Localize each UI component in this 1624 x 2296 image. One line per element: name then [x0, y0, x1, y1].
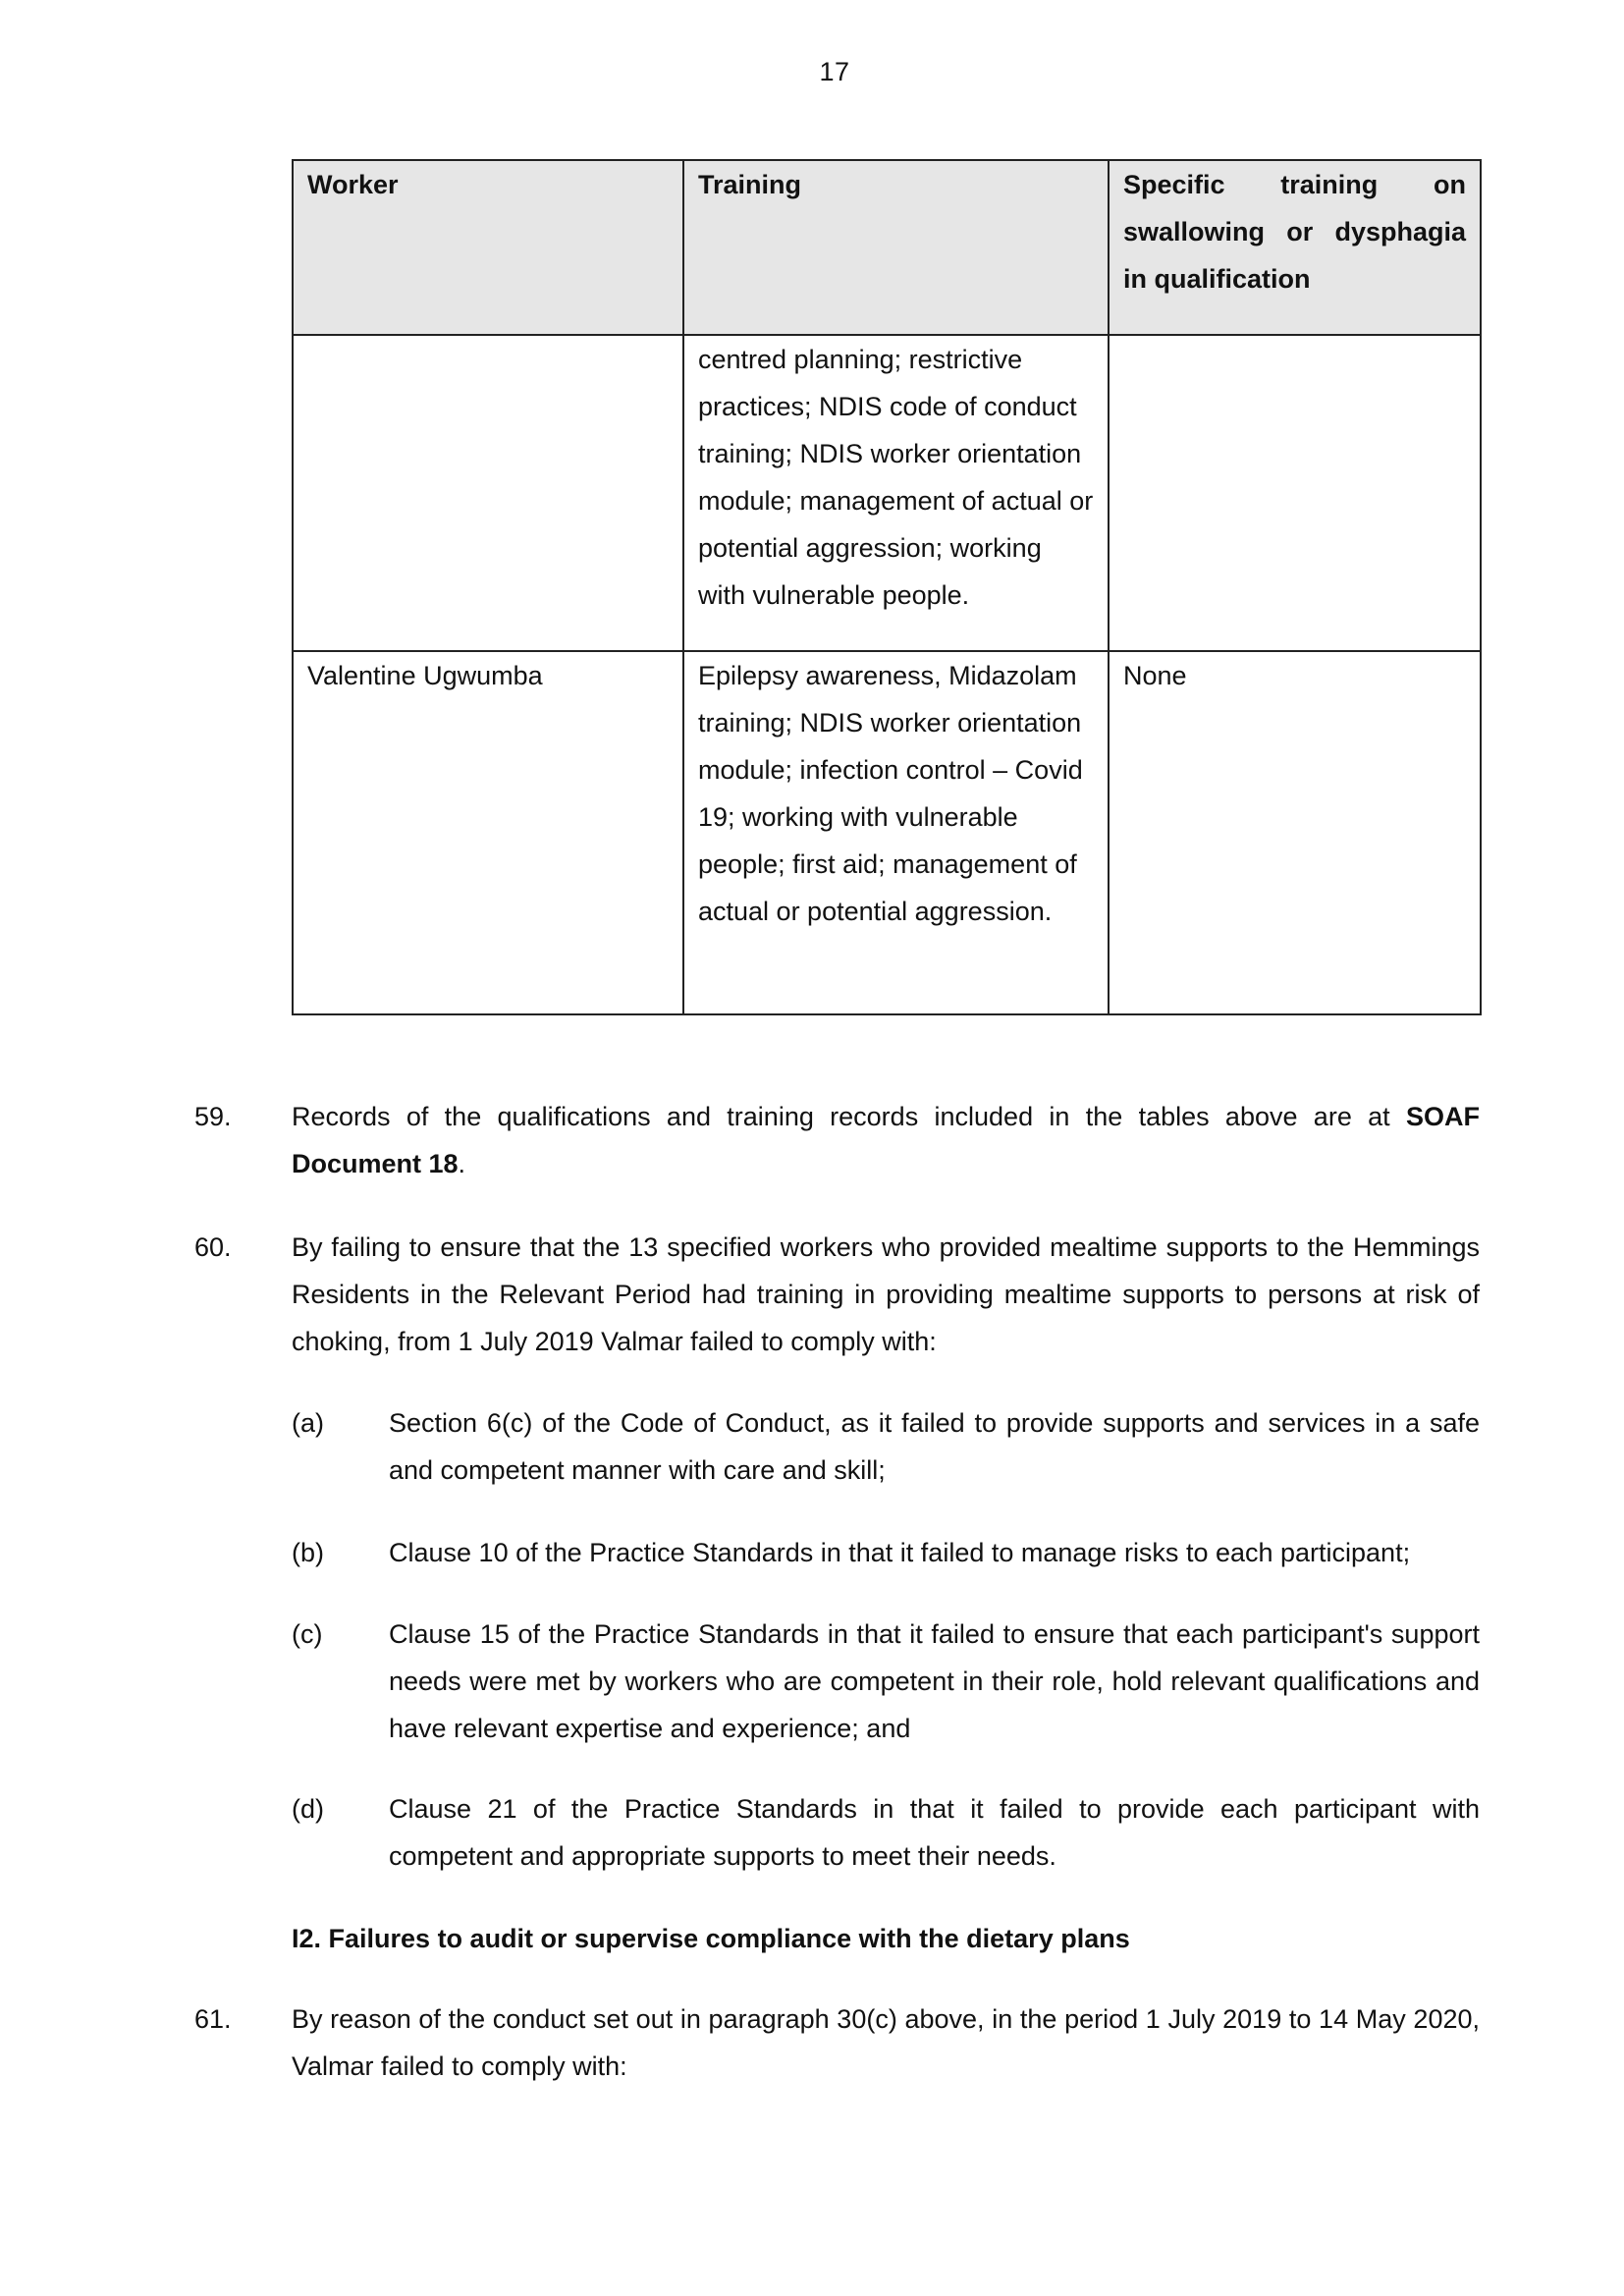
- cell-training: Epilepsy awareness, Midazolam training; NDIS worker orientation module; infection control – Covid 19; working with vulnerable people; first aid; management of actual or potential aggression.: [683, 651, 1109, 1014]
- paragraph-60-item-d-label: (d): [292, 1794, 324, 1824]
- paragraph-59-text: Records of the qualifications and training records included in the tables above are at: [292, 1102, 1406, 1131]
- paragraph-60-item-a-text: Section 6(c) of the Code of Conduct, as it failed to provide supports and services in a safe and competent manner with care and skill;: [389, 1408, 1480, 1485]
- section-heading-i2: I2. Failures to audit or supervise compliance with the dietary plans: [292, 1924, 1130, 1953]
- table-row: [293, 335, 1481, 651]
- table-header-row: [293, 160, 1481, 335]
- cell-worker: Valentine Ugwumba: [293, 651, 683, 1014]
- paragraph-60-item-b-label: (b): [292, 1538, 324, 1567]
- cell-specific: [1109, 335, 1481, 651]
- header-specific-training-text: Specific training on swallowing or dysphagia in qualification: [1123, 170, 1466, 294]
- header-worker: Worker: [293, 160, 683, 335]
- paragraph-60-item-d-text: Clause 21 of the Practice Standards in that it failed to provide each participant with competent and appropriate supports to meet their needs.: [389, 1794, 1480, 1871]
- training-table: [292, 159, 1482, 1015]
- page-number: 17: [819, 57, 850, 86]
- cell-training: centred planning; restrictive practices; NDIS code of conduct training; NDIS worker orientation module; management of actual or potential aggression; working with vulnerable people.: [683, 335, 1109, 651]
- paragraph-60-item-a-label: (a): [292, 1408, 324, 1438]
- paragraph-60-text: By failing to ensure that the 13 specified workers who provided mealtime supports to the Hemmings Residents in the Relevant Period had training in providing mealtime supports to persons at risk of choking, from 1 July 2019 Valmar failed to comply with:: [292, 1232, 1480, 1356]
- header-training: Training: [683, 160, 1109, 335]
- cell-worker: [293, 335, 683, 651]
- paragraph-61-text: By reason of the conduct set out in paragraph 30(c) above, in the period 1 July 2019 to 14 May 2020, Valmar failed to comply with:: [292, 2004, 1480, 2081]
- paragraph-59-document-ref: SOAF Document 18: [292, 1102, 1480, 1178]
- paragraph-59-number: 59.: [194, 1102, 232, 1131]
- paragraph-60-item-c-label: (c): [292, 1619, 323, 1649]
- paragraph-60-item-c-text: Clause 15 of the Practice Standards in that it failed to ensure that each participant's support needs were met by workers who are competent in their role, hold relevant qualifications and have relevant expertise and experience; and: [389, 1619, 1480, 1743]
- table-row: [293, 651, 1481, 1014]
- paragraph-60-number: 60.: [194, 1232, 232, 1262]
- paragraph-59-end: .: [458, 1149, 466, 1178]
- header-specific-training: [1109, 160, 1481, 335]
- paragraph-59: [292, 1093, 1480, 1187]
- cell-specific: None: [1109, 651, 1481, 1014]
- paragraph-61-number: 61.: [194, 2004, 232, 2034]
- paragraph-60-item-b-text: Clause 10 of the Practice Standards in that it failed to manage risks to each participant;: [389, 1538, 1411, 1567]
